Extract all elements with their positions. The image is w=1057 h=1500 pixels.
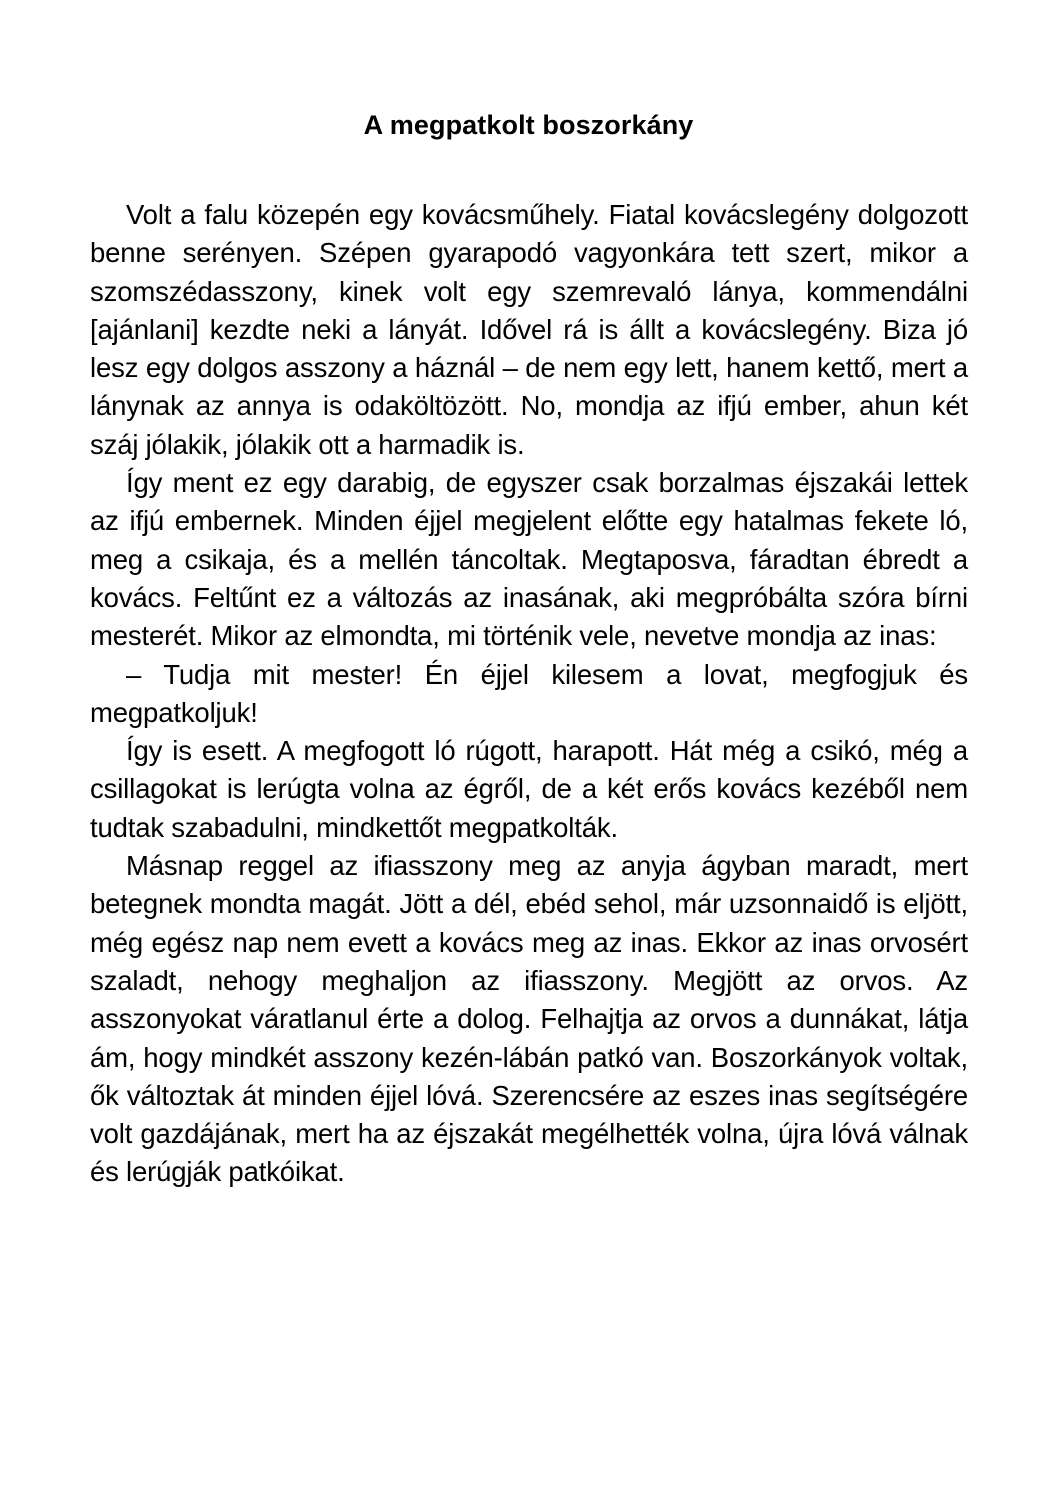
paragraph-5: Másnap reggel az ifiasszony meg az anyja ágyban maradt, mert betegnek mondta magát. Jött a dél, ebéd sehol, már uzsonnaidő is eljött, még egész nap nem evett a kovács meg az inas. Ekkor az inas orvosért szaladt, nehogy meghaljon az ifiasszony. Megjött az orvos. Az asszonyokat váratlanul érte a dolog. Felhajtja az orvos a dunnákat, látja ám, hogy mindkét asszony kezén-lábán patkó van. Boszorkányok voltak, ők változtak át minden éjjel lóvá. Szerencsére az eszes inas segítségére volt gazdájának, mert ha az éjszakát megélhették volna, újra lóvá válnak és lerúgják patkóikat. <box>90 850 968 1188</box>
paragraph-4: Így is esett. A megfogott ló rúgott, harapott. Hát még a csikó, még a csillagokat is lerúgta volna az égről, de a két erős kovács kezéből nem tudtak szabadulni, mindkettőt megpatkolták. <box>90 735 968 843</box>
paragraph-3: – Tudja mit mester! Én éjjel kilesem a lovat, megfogjuk és megpatkoljuk! <box>90 658 968 728</box>
page-title: A megpatkolt boszorkány <box>363 110 694 141</box>
paragraph-2: Így ment ez egy darabig, de egyszer csak borzalmas éjszakái lettek az ifjú embernek. Minden éjjel megjelent előtte egy hatalmas fekete ló, meg a csikaja, és a mellén táncoltak. Megtaposva, fáradtan ébredt a kovács. Feltűnt ez a változás az inasának, aki megpróbálta szóra bírni mesterét. Mikor az elmondta, mi történik vele, nevetve mondja az inas: <box>90 467 968 652</box>
document-body <box>90 196 968 1192</box>
paragraph-1: Volt a falu közepén egy kovácsműhely. Fiatal kovácslegény dolgozott benne serényen. Szépen gyarapodó vagyonkára tett szert, mikor a szomszédasszony, kinek volt egy szemrevaló lánya, kommendálni [ajánlani] kezdte neki a lányát. Idővel rá is állt a kovácslegény. Biza jó lesz egy dolgos asszony a háznál – de nem egy lett, hanem kettő, mert a lánynak az annya is odaköltözött. No, mondja az ifjú ember, ahun két száj jólakik, jólakik ott a harmadik is. <box>90 199 968 460</box>
